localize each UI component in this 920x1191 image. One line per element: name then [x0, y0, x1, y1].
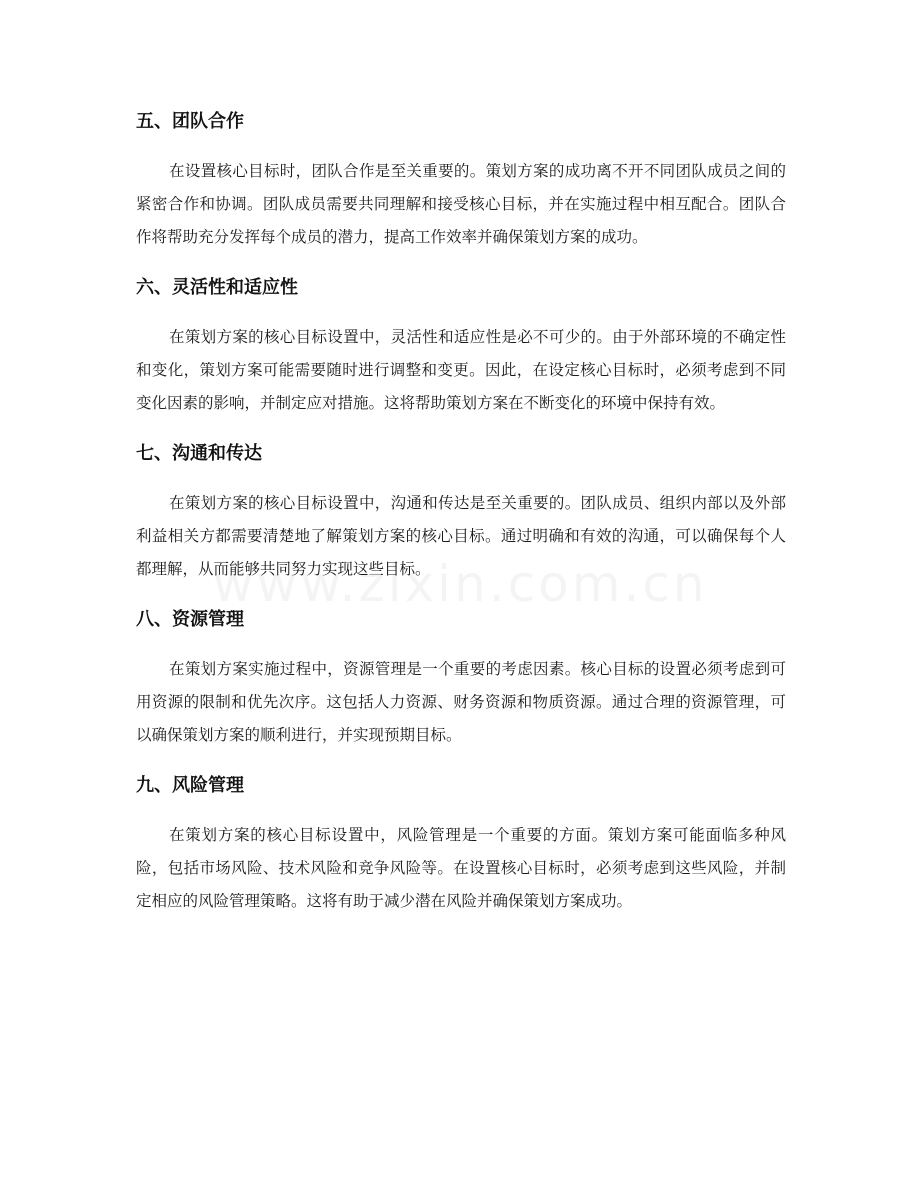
- section-resource-management: [136, 606, 786, 752]
- section-heading: 六、灵活性和适应性: [136, 277, 298, 298]
- section-heading: 九、风险管理: [136, 775, 244, 796]
- section-flexibility: [136, 274, 786, 420]
- section-team-cooperation: [136, 108, 786, 254]
- section-paragraph: 在策划方案的核心目标设置中，沟通和传达是至关重要的。团队成员、组织内部以及外部利益相关方都需要清楚地了解策划方案的核心目标。通过明确和有效的沟通，可以确保每个人都理解，从而能够共同努力实现这些目标。: [136, 494, 786, 578]
- section-communication: [136, 440, 786, 586]
- section-paragraph: 在策划方案实施过程中，资源管理是一个重要的考虑因素。核心目标的设置必须考虑到可用资源的限制和优先次序。这包括人力资源、财务资源和物质资源。通过合理的资源管理，可以确保策划方案的顺利进行，并实现预期目标。: [136, 660, 786, 744]
- section-paragraph: 在策划方案的核心目标设置中，风险管理是一个重要的方面。策划方案可能面临多种风险，包括市场风险、技术风险和竞争风险等。在设置核心目标时，必须考虑到这些风险，并制定相应的风险管理策略。这将有助于减少潜在风险并确保策划方案成功。: [136, 826, 786, 910]
- section-heading: 五、团队合作: [136, 111, 244, 132]
- document-body: [136, 108, 786, 938]
- section-heading: 八、资源管理: [136, 609, 244, 630]
- section-heading: 七、沟通和传达: [136, 443, 262, 464]
- section-risk-management: [136, 772, 786, 918]
- section-paragraph: 在策划方案的核心目标设置中，灵活性和适应性是必不可少的。由于外部环境的不确定性和变化，策划方案可能需要随时进行调整和变更。因此，在设定核心目标时，必须考虑到不同变化因素的影响，并制定应对措施。这将帮助策划方案在不断变化的环境中保持有效。: [136, 328, 786, 412]
- section-paragraph: 在设置核心目标时，团队合作是至关重要的。策划方案的成功离不开不同团队成员之间的紧密合作和协调。团队成员需要共同理解和接受核心目标，并在实施过程中相互配合。团队合作将帮助充分发挥每个成员的潜力，提高工作效率并确保策划方案的成功。: [136, 162, 786, 246]
